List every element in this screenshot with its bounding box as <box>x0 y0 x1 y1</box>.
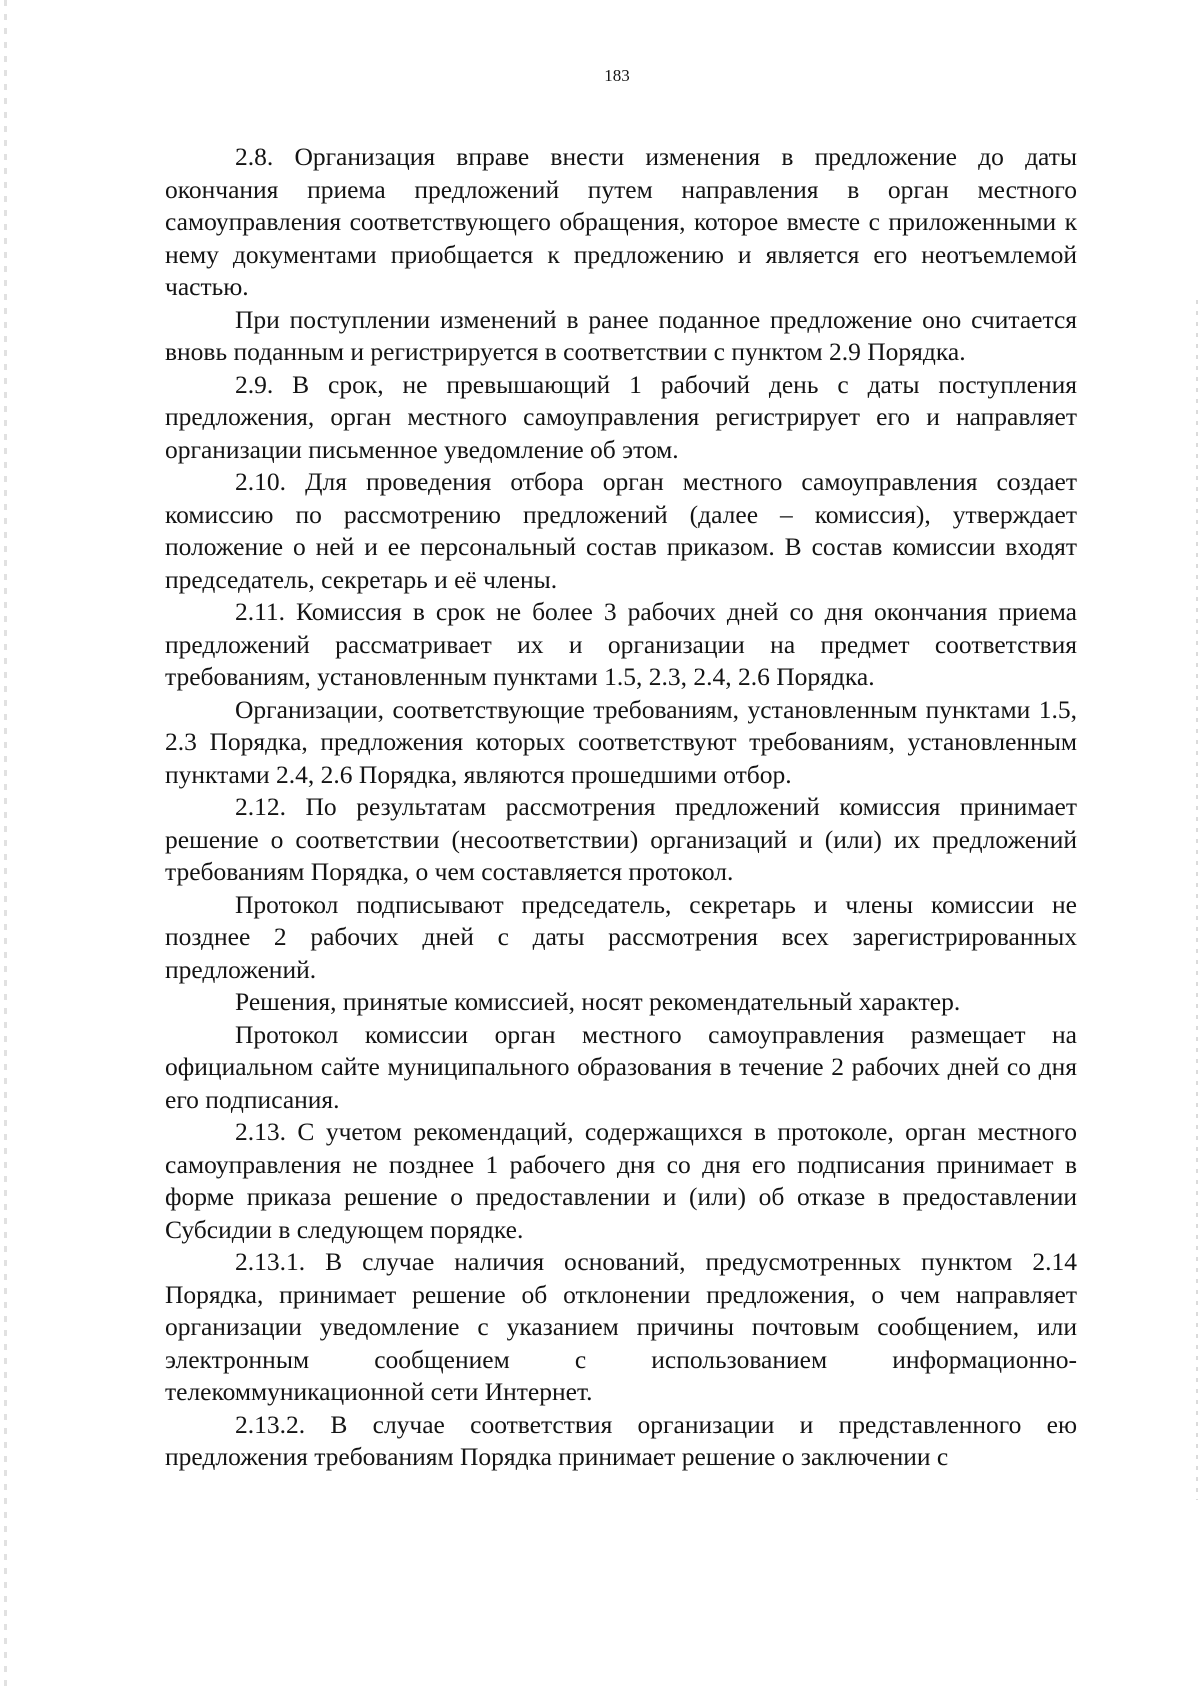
scan-edge-right <box>1196 300 1198 1500</box>
paragraph-2-13-1: 2.13.1. В случае наличия оснований, предусмотренных пунктом 2.14 Порядка, принимает решение об отклонении предложения, о чем направляет организации уведомление с указанием причины почтовым сообщением, или электронным сообщением с использованием информационно-телекоммуникационной сети Интернет. <box>165 1247 1077 1406</box>
paragraph-protocol-publication: Протокол комиссии орган местного самоуправления размещает на официальном сайте муниципального образования в течение 2 рабочих дней со дня его подписания. <box>165 1019 1077 1114</box>
scan-edge-left <box>4 0 7 1686</box>
paragraph-changes-registration: При поступлении изменений в ранее поданное предложение оно считается вновь поданным и регистрируется в соответствии с пунктом 2.9 Порядка. <box>165 304 1077 366</box>
paragraph-2-11: 2.11. Комиссия в срок не более 3 рабочих дней со дня окончания приема предложений рассматривает их и организации на предмет соответствия требованиям, установленным пунктами 1.5, 2.3, 2.4, 2.6 Порядка. <box>165 597 1077 691</box>
paragraph-2-8: 2.8. Организация вправе внести изменения в предложение до даты окончания приема предложений путем направления в орган местного самоуправления соответствующего обращения, которое вместе с приложенными к нему документами приобщается к предложению и является его неотъемлемой частью. <box>165 142 1077 301</box>
paragraph-2-10: 2.10. Для проведения отбора орган местного самоуправления создает комиссию по рассмотрению предложений (далее – комиссия), утверждает положение о ней и ее персональный состав приказом. В состав комиссии входят председатель, секретарь и её члены. <box>165 467 1077 594</box>
paragraph-2-13-2: 2.13.2. В случае соответствия организации и представленного ею предложения требованиям Порядка принимает решение о заключении с <box>165 1409 1077 1471</box>
paragraph-protocol-signing: Протокол подписывают председатель, секретарь и члены комиссии не позднее 2 рабочих дней с даты рассмотрения всех зарегистрированных предложений. <box>165 889 1077 984</box>
page-number: 183 <box>604 66 630 85</box>
paragraph-2-12: 2.12. По результатам рассмотрения предложений комиссия принимает решение о соответствии (несоответствии) организаций и (или) их предложений требованиям Порядка, о чем составляется протокол. <box>165 792 1077 886</box>
paragraph-selection-passed: Организации, соответствующие требованиям, установленным пунктами 1.5, 2.3 Порядка, предложения которых соответствуют требованиям, установленным пунктами 2.4, 2.6 Порядка, являются прошедшими отбор. <box>165 694 1077 789</box>
paragraph-recommendations: Решения, принятые комиссией, носят рекомендательный характер. <box>235 987 961 1016</box>
paragraph-2-9: 2.9. В срок, не превышающий 1 рабочий день с даты поступления предложения, орган местного самоуправления регистрирует его и направляет организации письменное уведомление об этом. <box>165 369 1077 464</box>
paragraph-2-13: 2.13. С учетом рекомендаций, содержащихся в протоколе, орган местного самоуправления не позднее 1 рабочего дня со дня его подписания принимает в форме приказа решение о предоставлении и (или) об отказе в предоставлении Субсидии в следующем порядке. <box>165 1117 1077 1244</box>
page-text <box>165 141 1077 1474</box>
